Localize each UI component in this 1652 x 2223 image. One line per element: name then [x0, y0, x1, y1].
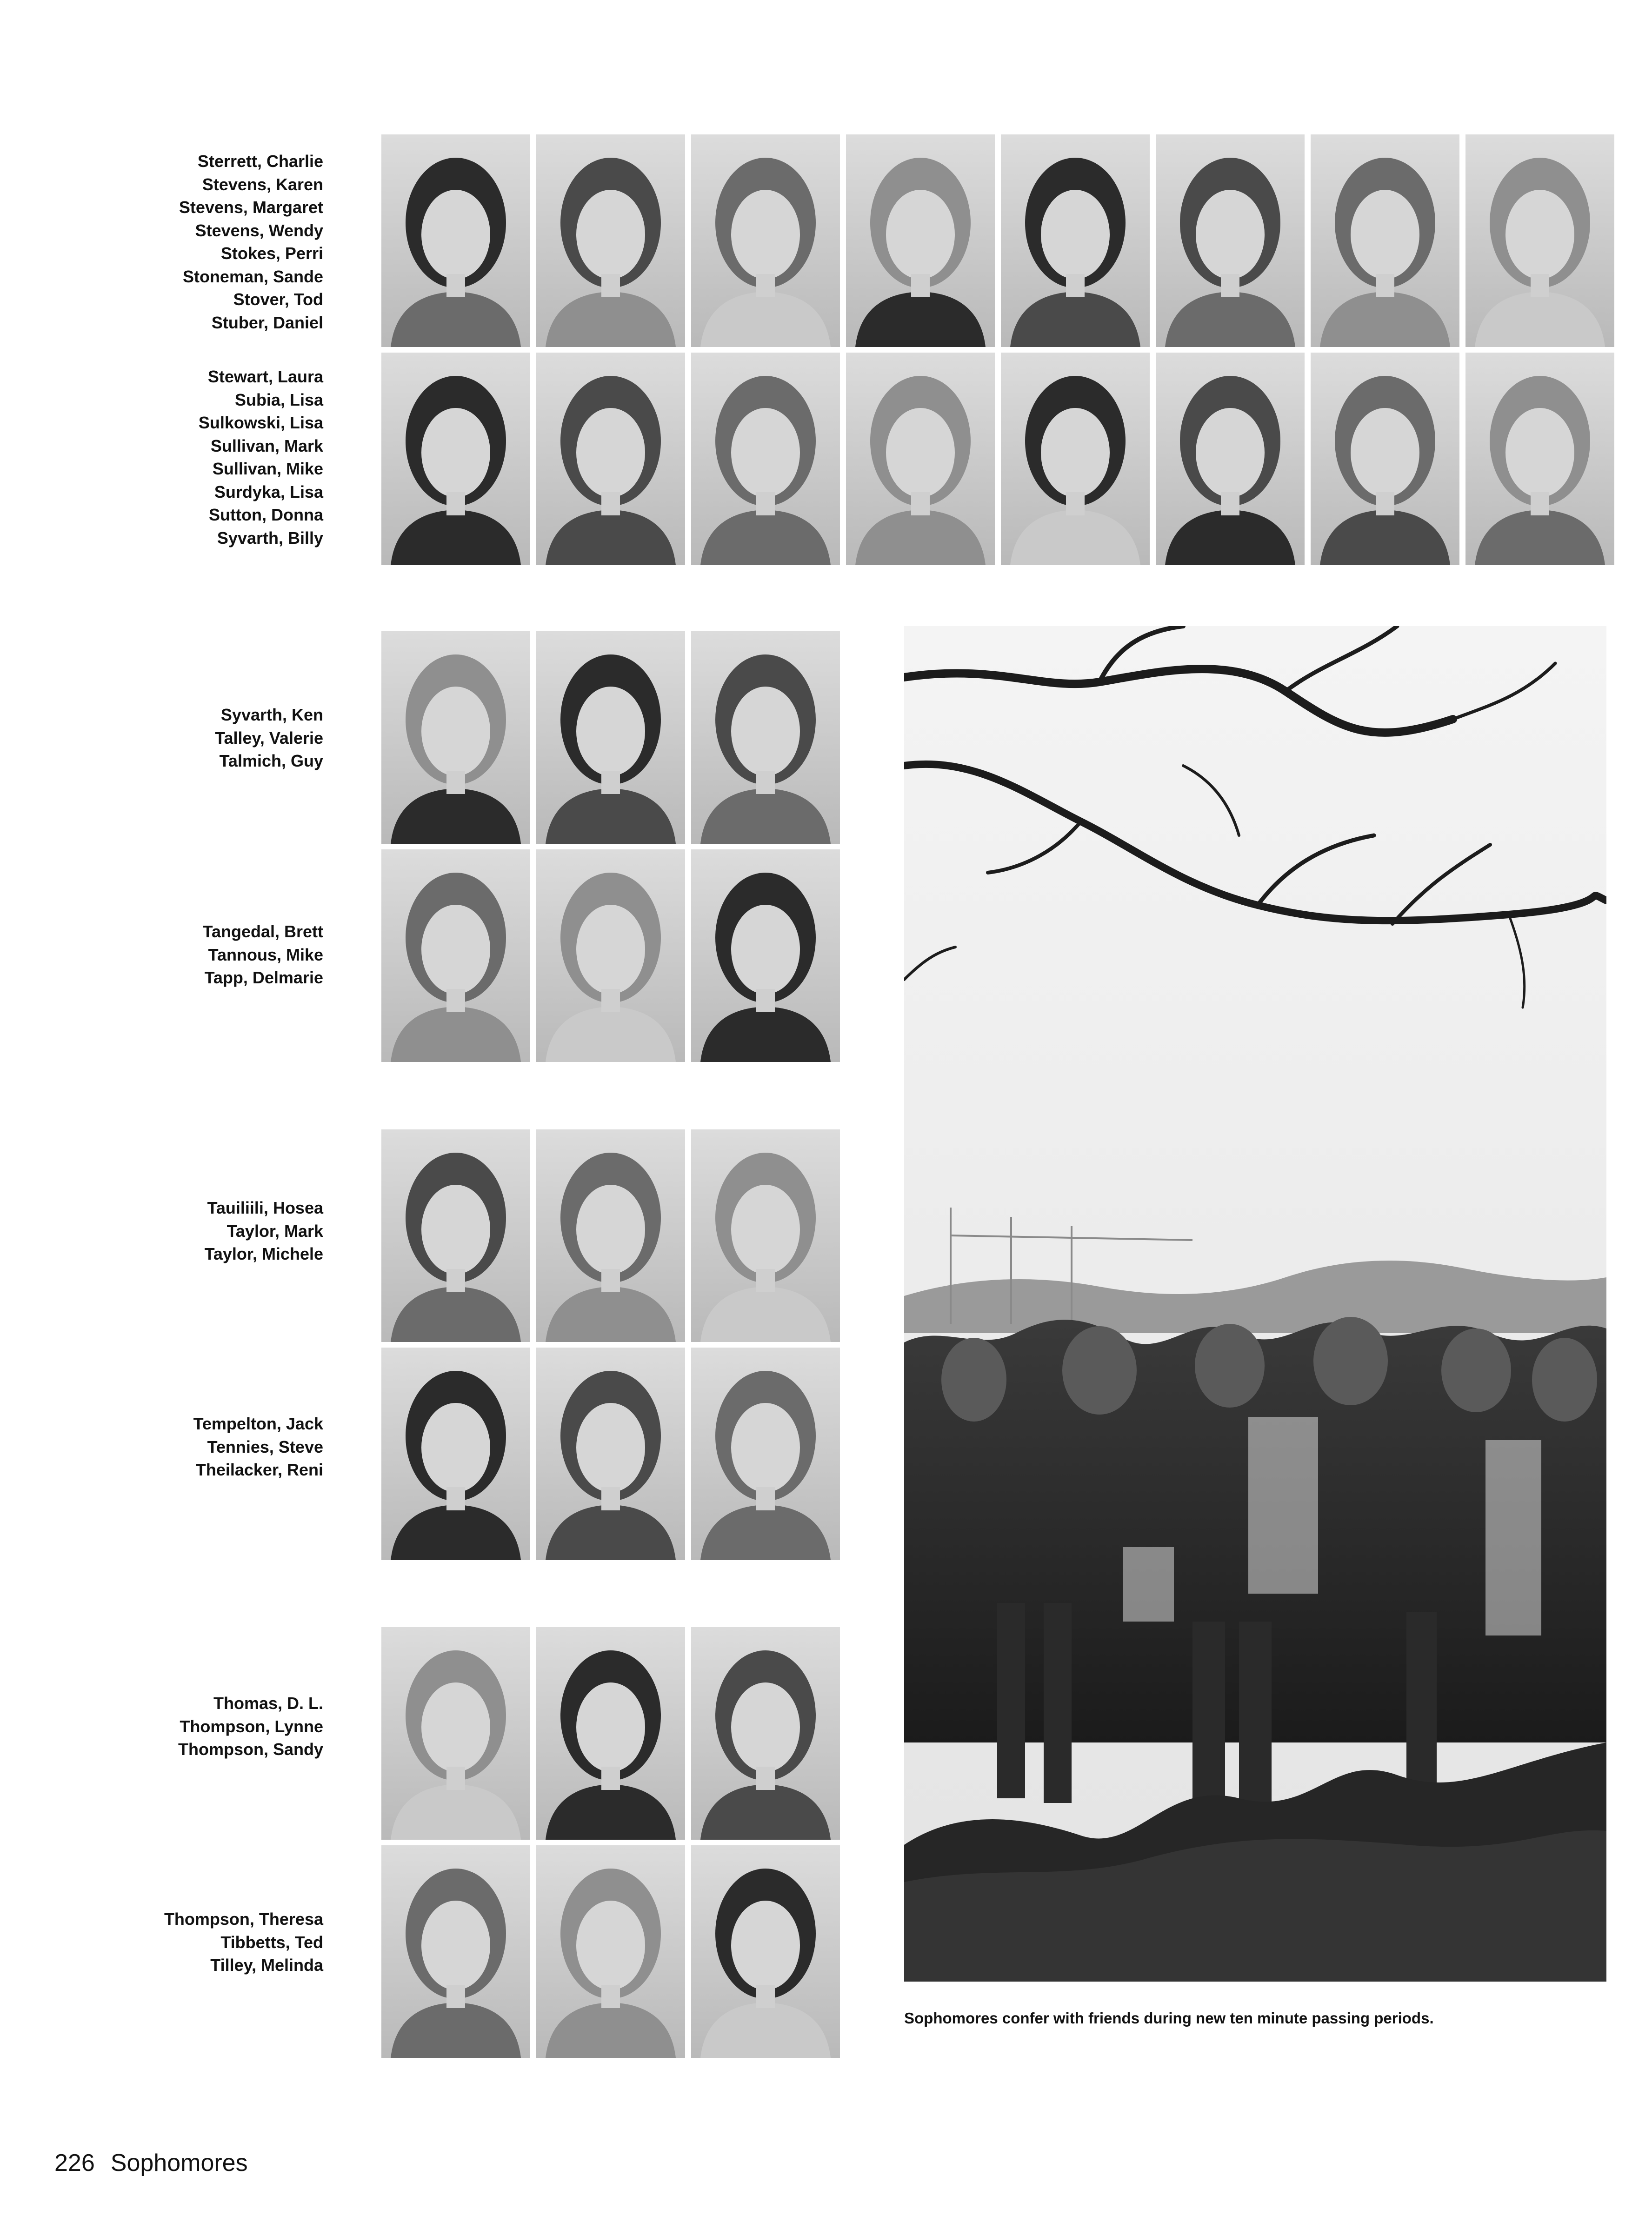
names-group-8 [164, 1908, 323, 1977]
portrait-grid-b [381, 1129, 840, 1560]
student-name: Talmich, Guy [219, 751, 323, 770]
portrait-grid-top [381, 134, 1614, 565]
student-name: Stoneman, Sande [182, 267, 323, 286]
student-portrait [1156, 134, 1305, 347]
student-name: Subia, Lisa [234, 390, 323, 409]
student-name: Tangedal, Brett [202, 922, 323, 941]
student-name: Stokes, Perri [220, 244, 323, 263]
student-name: Sullivan, Mark [210, 436, 323, 455]
student-portrait [691, 1129, 840, 1342]
student-portrait [1465, 134, 1614, 347]
student-portrait [381, 631, 530, 844]
student-name: Stevens, Karen [202, 174, 323, 194]
student-name: Syvarth, Billy [217, 528, 323, 547]
student-name: Stuber, Daniel [211, 313, 323, 332]
student-portrait [1311, 134, 1459, 347]
student-name: Sterrett, Charlie [197, 152, 323, 171]
names-group-1 [179, 150, 323, 334]
names-group-2 [199, 365, 323, 549]
page-footer [54, 2149, 264, 2177]
student-portrait [536, 631, 685, 844]
student-name: Tennies, Steve [207, 1437, 323, 1456]
portrait-grid-c [381, 1627, 840, 2058]
student-portrait [1156, 353, 1305, 565]
student-name: Tauiliili, Hosea [207, 1198, 323, 1217]
student-portrait [1465, 353, 1614, 565]
student-portrait [381, 849, 530, 1062]
names-group-5 [205, 1196, 323, 1266]
student-name: Taylor, Michele [204, 1244, 323, 1263]
student-portrait [536, 1129, 685, 1342]
student-portrait [381, 1348, 530, 1560]
student-portrait [846, 353, 995, 565]
student-name: Stevens, Wendy [195, 220, 323, 240]
student-portrait [381, 1129, 530, 1342]
student-portrait [381, 1627, 530, 1840]
section-title: Sophomores [110, 2150, 248, 2176]
student-portrait [691, 134, 840, 347]
portrait-grid-a [381, 631, 840, 1062]
student-portrait [536, 134, 685, 347]
names-group-7 [178, 1692, 323, 1761]
student-name: Thompson, Theresa [164, 1909, 323, 1929]
names-group-3 [215, 703, 323, 773]
names-group-4 [203, 920, 323, 989]
student-portrait [691, 849, 840, 1062]
photo-caption: Sophomores confer with friends during new ten minute passing periods. [904, 2009, 1434, 2027]
student-portrait [846, 134, 995, 347]
student-name: Tempelton, Jack [193, 1414, 323, 1433]
student-portrait [1311, 353, 1459, 565]
student-name: Talley, Valerie [215, 728, 323, 748]
student-name: Sullivan, Mike [212, 459, 323, 478]
student-portrait [691, 631, 840, 844]
student-name: Syvarth, Ken [220, 705, 323, 724]
student-name: Taylor, Mark [226, 1221, 323, 1241]
student-name: Thomas, D. L. [213, 1694, 323, 1713]
student-name: Stewart, Laura [207, 367, 323, 386]
student-name: Stevens, Margaret [179, 198, 323, 217]
student-name: Sutton, Donna [209, 505, 323, 524]
student-portrait [381, 353, 530, 565]
student-name: Tilley, Melinda [210, 1956, 323, 1975]
student-portrait [536, 353, 685, 565]
student-name: Thompson, Lynne [180, 1716, 323, 1736]
student-portrait [381, 1845, 530, 2058]
student-name: Sulkowski, Lisa [198, 413, 323, 432]
student-portrait [1001, 353, 1150, 565]
student-name: Surdyka, Lisa [214, 482, 323, 501]
student-name: Theilacker, Reni [195, 1460, 323, 1479]
student-name: Stover, Tod [233, 290, 323, 309]
candid-photo [904, 626, 1606, 1982]
names-group-6 [193, 1412, 323, 1482]
student-name: Tannous, Mike [208, 945, 323, 964]
student-portrait [381, 134, 530, 347]
student-portrait [536, 1348, 685, 1560]
candid-photo-art [904, 626, 1606, 1982]
student-portrait [691, 353, 840, 565]
student-portrait [536, 1627, 685, 1840]
student-portrait [691, 1845, 840, 2058]
student-portrait [536, 1845, 685, 2058]
student-name: Tibbetts, Ted [220, 1932, 323, 1952]
page-number: 226 [54, 2150, 95, 2176]
student-portrait [691, 1348, 840, 1560]
student-portrait [536, 849, 685, 1062]
student-portrait [1001, 134, 1150, 347]
student-portrait [691, 1627, 840, 1840]
student-name: Thompson, Sandy [178, 1740, 323, 1759]
student-name: Tapp, Delmarie [204, 968, 323, 987]
